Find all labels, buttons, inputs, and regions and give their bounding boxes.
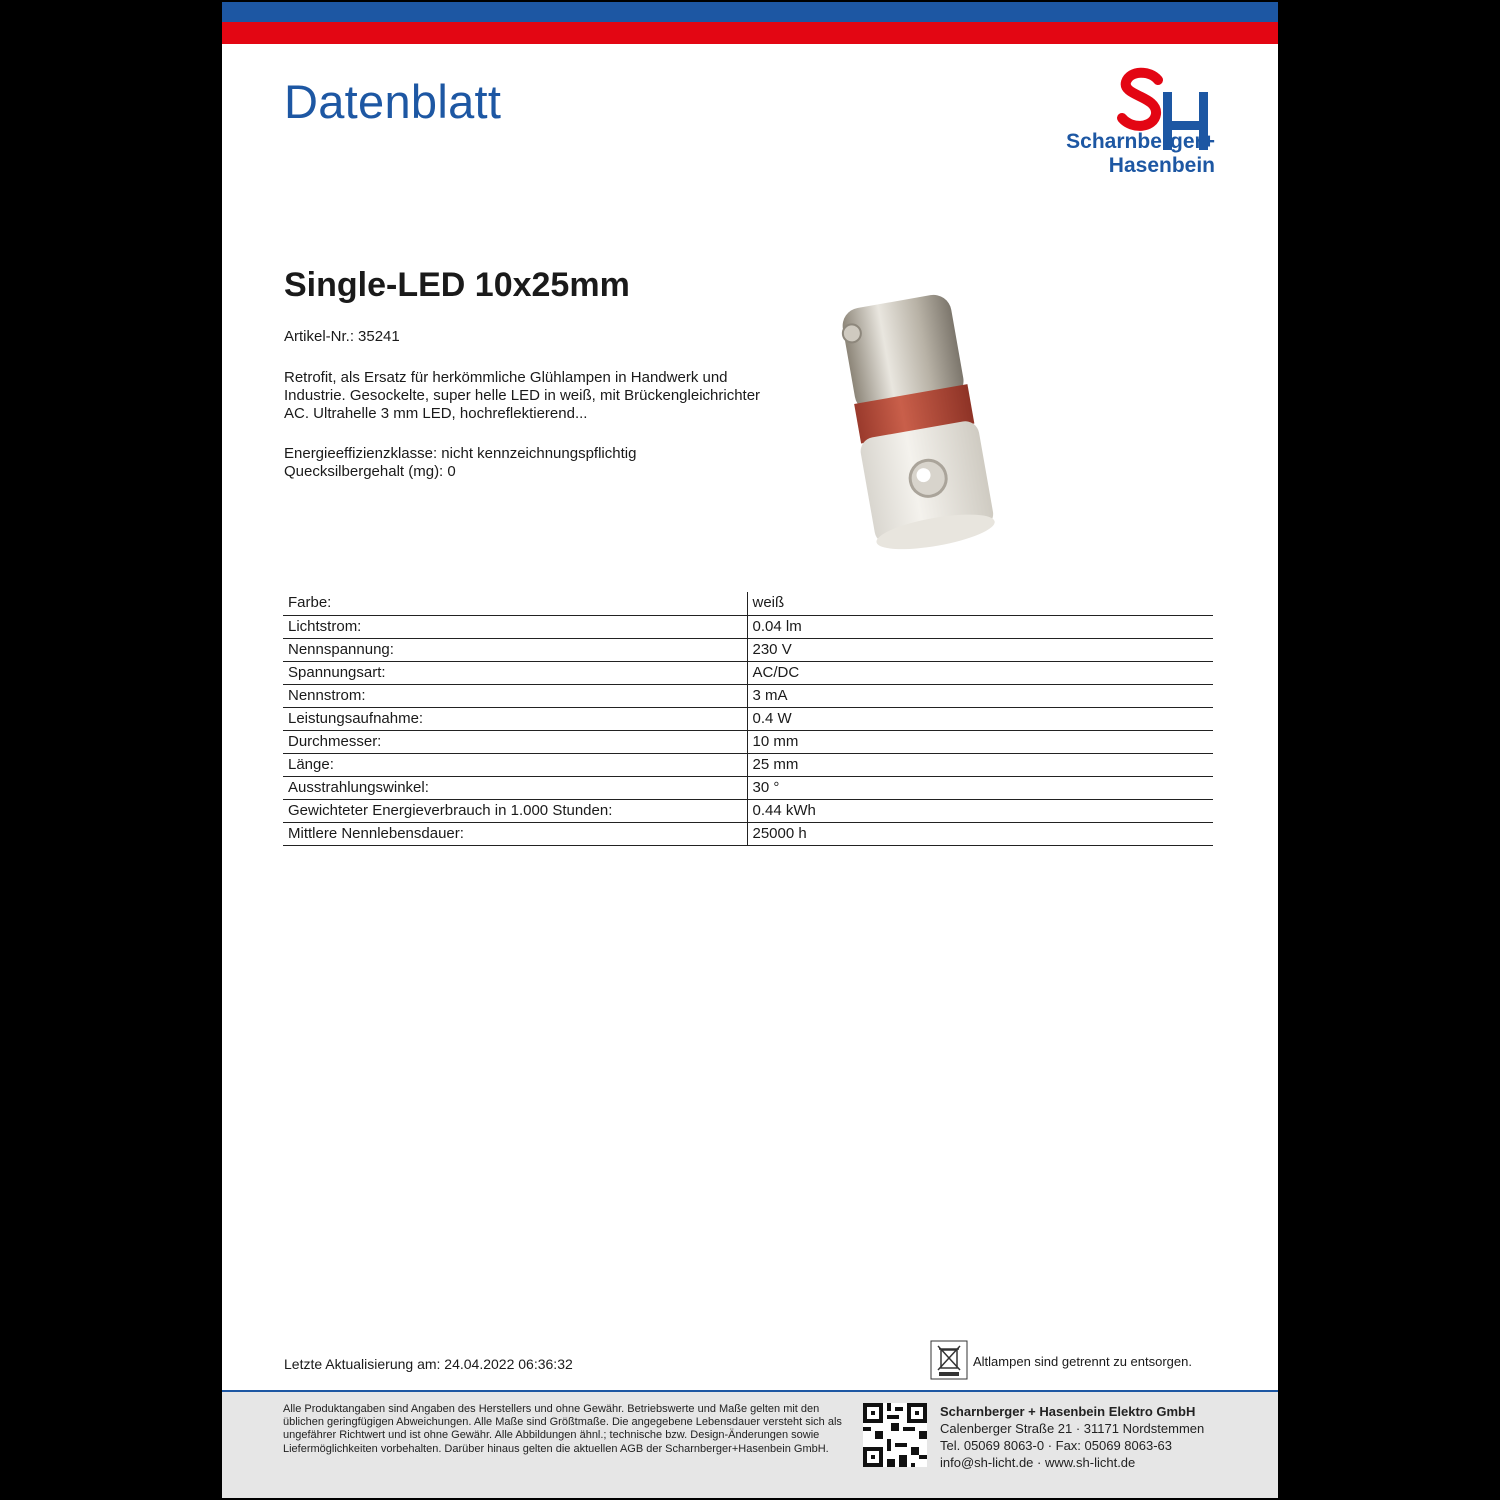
energy-info: [284, 445, 636, 481]
company-contact: [940, 1403, 1204, 1471]
contact-company: Scharnberger + Hasenbein Elektro GmbH: [940, 1404, 1196, 1419]
logo-company-name: [1066, 130, 1215, 178]
mercury-content: Quecksilbergehalt (mg): 0: [284, 463, 456, 480]
spec-value: 230 V: [747, 638, 1213, 661]
led-bulb-image: [810, 280, 1040, 560]
spec-value: 25000 h: [747, 822, 1213, 845]
disposal-note: Altlampen sind getrennt zu entsorgen.: [973, 1354, 1192, 1369]
header-blue-band: [220, 0, 1280, 22]
spec-row: [283, 730, 1213, 753]
product-description: Retrofit, als Ersatz für herkömmliche Glühlampen in Handwerk und Industrie. Gesockelte, super helle LED in weiß, mit Brückengleichrichter AC. Ultrahelle 3 mm LED, hochreflektierend...: [284, 369, 761, 422]
spec-label: Lichtstrom:: [283, 615, 747, 638]
legal-disclaimer: Alle Produktangaben sind Angaben des Herstellers und ohne Gewähr. Betriebswerte und Maße gelten mit den üblichen geringfügigen Abweichungen. Alle Maße sind Größtmaße. Die angegebene Lebensdauer versteht sich als ungefährer Richtwert und ist ohne Gewähr. Alle Abbildungen ähnl.; technische bzw. Design-Änderungen sowie Liefermöglichkeiten vorbehalten. Darüber hinaus gelten die aktuellen AGB der Scharnberger+Hasenbein GmbH.: [283, 1403, 842, 1455]
spec-label: Mittlere Nennlebensdauer:: [283, 822, 747, 845]
datasheet-page: [220, 0, 1280, 1500]
spec-row: [283, 753, 1213, 776]
company-logo: [980, 66, 1215, 186]
spec-row: [283, 615, 1213, 638]
product-title: Single-LED 10x25mm: [284, 266, 630, 304]
waste-bin-icon: [930, 1340, 968, 1380]
contact-address: Calenberger Straße 21 · 31171 Nordstemmen: [940, 1421, 1205, 1436]
spec-value: 10 mm: [747, 730, 1213, 753]
spec-row: [283, 592, 1213, 615]
spec-label: Länge:: [283, 753, 747, 776]
spec-label: Nennspannung:: [283, 638, 747, 661]
spec-row: [283, 707, 1213, 730]
document-title: Datenblatt: [284, 75, 502, 128]
spec-value: 3 mA: [747, 684, 1213, 707]
spec-table: [283, 592, 1213, 846]
contact-phone: Tel. 05069 8063-0 · Fax: 05069 8063-63: [940, 1438, 1173, 1453]
spec-value: 0.4 W: [747, 707, 1213, 730]
last-updated: Letzte Aktualisierung am: 24.04.2022 06:36:32: [284, 1356, 573, 1372]
spec-value: weiß: [747, 592, 1213, 615]
spec-value: AC/DC: [747, 661, 1213, 684]
spec-label: Durchmesser:: [283, 730, 747, 753]
spec-label: Gewichteter Energieverbrauch in 1.000 Stunden:: [283, 799, 747, 822]
spec-label: Ausstrahlungswinkel:: [283, 776, 747, 799]
article-number: [284, 328, 404, 345]
qr-code-icon: [863, 1403, 927, 1467]
header-red-band: [220, 22, 1280, 44]
spec-value: 0.04 lm: [747, 615, 1213, 638]
spec-label: Farbe:: [283, 592, 747, 615]
spec-row: [283, 776, 1213, 799]
logo-line-1: Scharnberger+: [1066, 130, 1215, 153]
spec-value: 25 mm: [747, 753, 1213, 776]
logo-line-2: Hasenbein: [1108, 154, 1215, 177]
spec-row: [283, 661, 1213, 684]
spec-row: [283, 684, 1213, 707]
contact-web: info@sh-licht.de · www.sh-licht.de: [940, 1455, 1136, 1470]
spec-row: [283, 822, 1213, 845]
spec-label: Nennstrom:: [283, 684, 747, 707]
spec-label: Leistungsaufnahme:: [283, 707, 747, 730]
spec-row: [283, 799, 1213, 822]
article-label: Artikel-Nr.:: [284, 328, 355, 345]
spec-value: 30 °: [747, 776, 1213, 799]
product-image: [810, 280, 1040, 560]
energy-class: Energieeffizienzklasse: nicht kennzeichnungspflichtig: [284, 445, 637, 462]
spec-value: 0.44 kWh: [747, 799, 1213, 822]
spec-label: Spannungsart:: [283, 661, 747, 684]
article-value: 35241: [358, 328, 400, 345]
spec-row: [283, 638, 1213, 661]
